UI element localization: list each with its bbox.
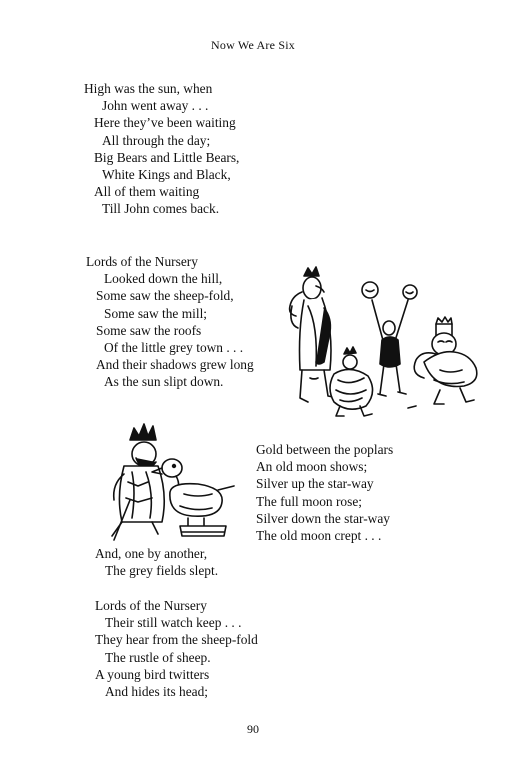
poem-line: Some saw the roofs	[96, 322, 202, 338]
poem-line: John went away . . .	[102, 98, 209, 114]
poem-line: And hides its head;	[105, 684, 209, 700]
king-and-duck-illustration	[102, 422, 250, 542]
poem-line: Silver down the star-way	[256, 510, 390, 526]
poem-line: Gold between the poplars	[256, 442, 394, 457]
stanza-1	[84, 80, 239, 218]
poem-line: And, one by another,	[95, 546, 208, 561]
poem-line: All through the day;	[102, 132, 211, 148]
poem-line: The rustle of sheep.	[105, 649, 211, 665]
poem-line: The grey fields slept.	[105, 563, 219, 579]
stanza-3	[256, 441, 393, 544]
lords-of-nursery-illustration	[284, 262, 480, 420]
poem-line: Looked down the hill,	[104, 271, 223, 287]
poem-line: The full moon rose;	[256, 493, 362, 509]
poem-line: Their still watch keep . . .	[105, 615, 242, 631]
poem-line: A young bird twitters	[95, 666, 210, 682]
stanza-4	[95, 545, 218, 579]
poem-line: Some saw the sheep-fold,	[96, 288, 234, 304]
poem-line: An old moon shows;	[256, 459, 368, 475]
poem-line: And their shadows grew long	[96, 357, 254, 373]
stanza-5	[95, 597, 258, 700]
stanza-2	[86, 253, 254, 391]
poem-line: Some saw the mill;	[104, 305, 208, 321]
poem-line: All of them waiting	[94, 184, 200, 200]
poem-line: Lords of the Nursery	[95, 598, 207, 613]
page-number: 90	[247, 722, 259, 736]
poem-line: As the sun slipt down.	[104, 374, 224, 390]
poem-line: They hear from the sheep-fold	[95, 632, 258, 648]
poem-line: The old moon crept . . .	[256, 528, 382, 544]
running-head: Now We Are Six	[211, 38, 295, 52]
poem-line: Big Bears and Little Bears,	[94, 149, 240, 165]
poem-line: White Kings and Black,	[102, 167, 231, 183]
poem-line: Till John comes back.	[102, 201, 220, 217]
poem-line: Here they’ve been waiting	[94, 115, 236, 131]
poem-line: Silver up the star-way	[256, 476, 374, 492]
poem-line: High was the sun, when	[84, 81, 213, 96]
poem-line: Lords of the Nursery	[86, 254, 198, 269]
poem-line: Of the little grey town . . .	[104, 340, 244, 356]
